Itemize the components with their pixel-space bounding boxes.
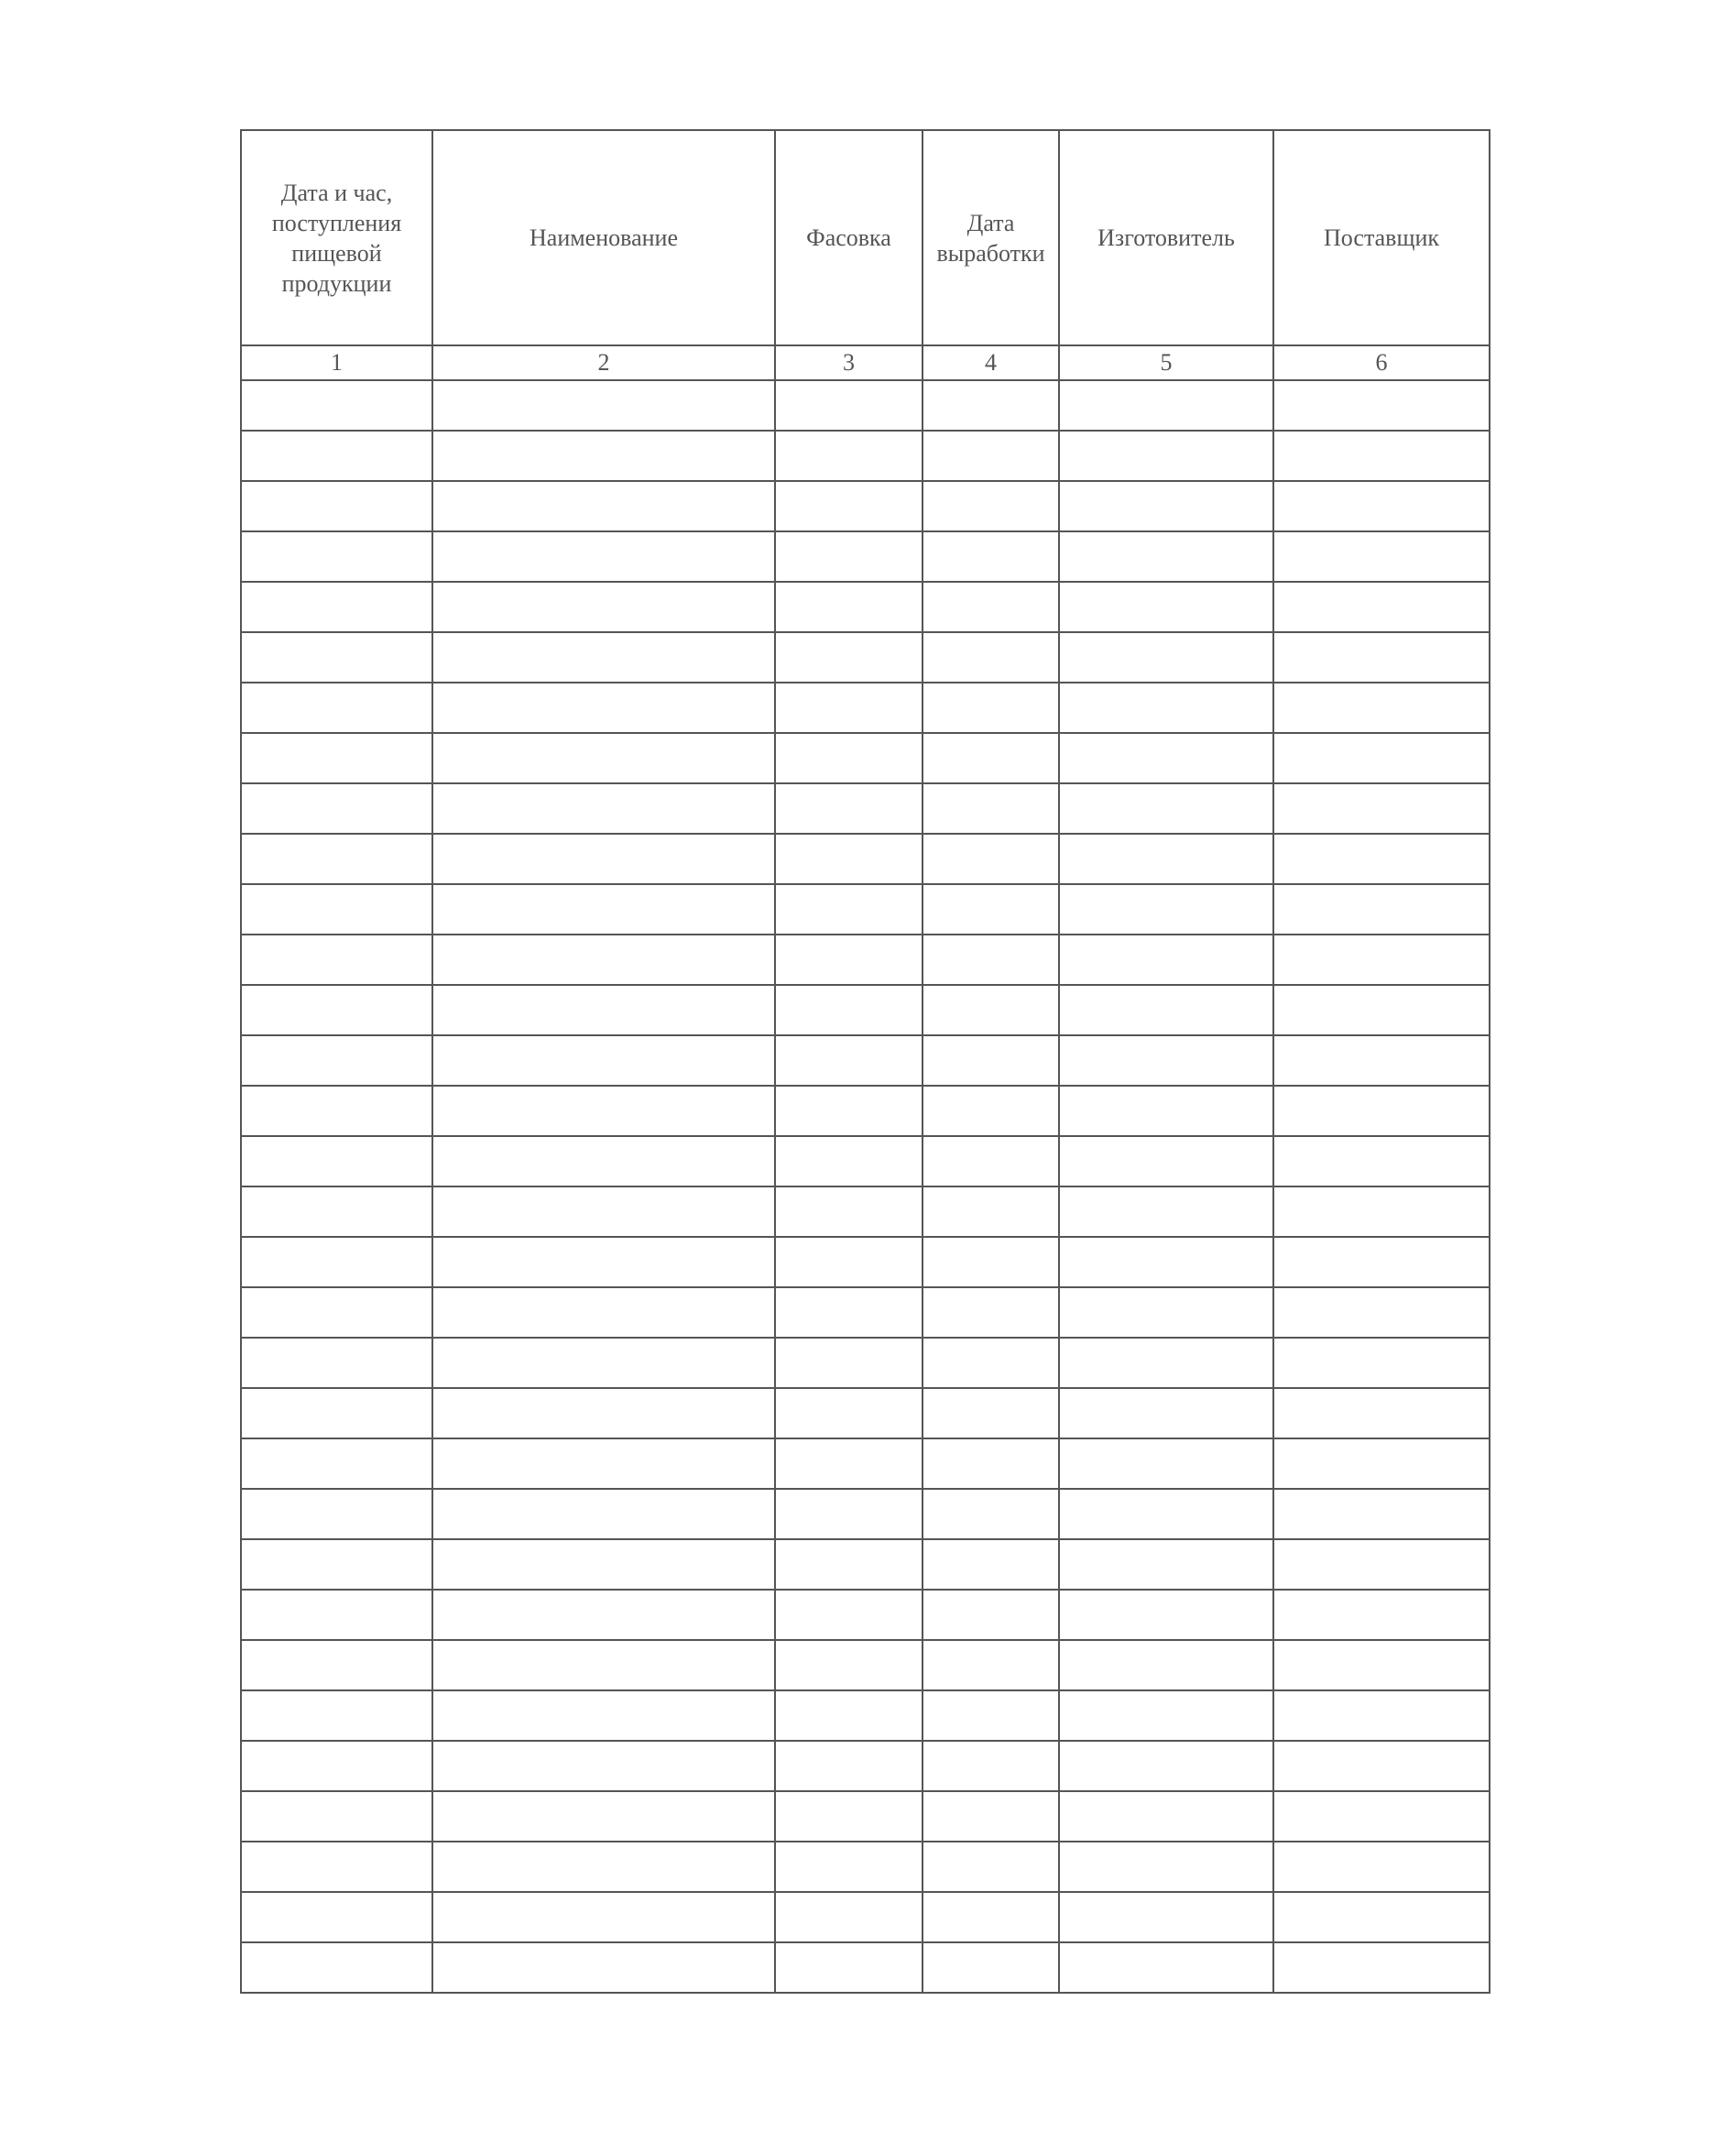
entry-cell [775, 1086, 923, 1136]
entry-row [241, 582, 1490, 632]
entry-cell [432, 884, 775, 935]
entry-row [241, 1640, 1490, 1690]
header-row [241, 130, 1490, 345]
entry-cell [775, 985, 923, 1035]
entry-cell [1273, 481, 1490, 531]
entry-row [241, 935, 1490, 985]
header-label: Фасовка [806, 224, 891, 251]
entry-cell [241, 1237, 432, 1287]
entry-cell [1273, 1086, 1490, 1136]
column-number: 4 [923, 345, 1059, 380]
entry-cell [241, 1438, 432, 1489]
entry-cell [923, 582, 1059, 632]
entry-cell [241, 985, 432, 1035]
column-number: 2 [432, 345, 775, 380]
entry-cell [923, 1741, 1059, 1791]
entry-cell [1059, 481, 1273, 531]
entry-cell [432, 531, 775, 582]
entry-cell [1273, 1237, 1490, 1287]
entry-cell [241, 1338, 432, 1388]
entry-cell [923, 531, 1059, 582]
entry-cell [432, 985, 775, 1035]
entry-cell [923, 1791, 1059, 1842]
entry-cell [923, 1186, 1059, 1237]
entry-cell [241, 733, 432, 783]
entry-row [241, 531, 1490, 582]
entry-cell [241, 380, 432, 431]
entry-cell [241, 683, 432, 733]
entry-cell [432, 1640, 775, 1690]
entry-cell [1059, 1086, 1273, 1136]
entry-cell [1273, 1640, 1490, 1690]
entry-row [241, 683, 1490, 733]
entry-cell [1059, 1842, 1273, 1892]
entry-cell [1059, 783, 1273, 834]
entry-cell [923, 1136, 1059, 1186]
entry-cell [1059, 1892, 1273, 1942]
entry-cell [923, 935, 1059, 985]
entry-cell [923, 1086, 1059, 1136]
entry-cell [775, 1892, 923, 1942]
entry-cell [1273, 1388, 1490, 1438]
entry-cell [775, 1942, 923, 1993]
entry-cell [1273, 431, 1490, 481]
entry-cell [775, 733, 923, 783]
entry-cell [775, 783, 923, 834]
header-product-name [432, 130, 775, 345]
entry-cell [923, 985, 1059, 1035]
entry-cell [923, 884, 1059, 935]
header-label: Изготовитель [1097, 224, 1235, 251]
entry-cell [775, 1388, 923, 1438]
entry-cell [1059, 1791, 1273, 1842]
entry-cell [1059, 1741, 1273, 1791]
entry-cell [1273, 1942, 1490, 1993]
header-packaging [775, 130, 923, 345]
entry-cell [923, 632, 1059, 683]
entry-cell [923, 1237, 1059, 1287]
entry-cell [923, 431, 1059, 481]
entry-cell [1059, 1438, 1273, 1489]
entry-cell [1059, 884, 1273, 935]
entry-cell [432, 783, 775, 834]
entry-row [241, 380, 1490, 431]
entry-cell [1273, 1489, 1490, 1539]
entry-cell [432, 1942, 775, 1993]
entry-cell [1059, 632, 1273, 683]
entry-cell [923, 1690, 1059, 1741]
receiving-log-table [240, 129, 1490, 1994]
entry-cell [923, 1892, 1059, 1942]
entry-cell [1059, 1489, 1273, 1539]
entry-cell [241, 481, 432, 531]
header-label: Наименование [530, 224, 678, 251]
entry-cell [241, 1136, 432, 1186]
entry-cell [1059, 1539, 1273, 1590]
entry-row [241, 1791, 1490, 1842]
entry-row [241, 1842, 1490, 1892]
entry-cell [775, 1035, 923, 1086]
entry-cell [775, 1489, 923, 1539]
entry-cell [775, 1690, 923, 1741]
column-number: 6 [1273, 345, 1490, 380]
entry-cell [432, 582, 775, 632]
header-supplier [1273, 130, 1490, 345]
entry-cell [432, 1690, 775, 1741]
entry-row [241, 733, 1490, 783]
entry-row [241, 1338, 1490, 1388]
entry-cell [775, 1287, 923, 1338]
entry-row [241, 1086, 1490, 1136]
entry-cell [775, 1791, 923, 1842]
entry-cell [1059, 1590, 1273, 1640]
entry-cell [241, 783, 432, 834]
entry-row [241, 1388, 1490, 1438]
entry-cell [923, 834, 1059, 884]
entry-cell [241, 1287, 432, 1338]
entry-cell [775, 481, 923, 531]
entry-cell [1273, 1892, 1490, 1942]
entry-cell [923, 1489, 1059, 1539]
entry-cell [1059, 683, 1273, 733]
entry-cell [432, 431, 775, 481]
entry-cell [432, 1791, 775, 1842]
entry-cell [1273, 1338, 1490, 1388]
entry-row [241, 1741, 1490, 1791]
entry-cell [241, 1086, 432, 1136]
entry-cell [1273, 582, 1490, 632]
entry-cell [1273, 1438, 1490, 1489]
entry-cell [241, 1842, 432, 1892]
entry-cell [923, 1539, 1059, 1590]
entry-row [241, 1287, 1490, 1338]
entry-cell [1059, 1237, 1273, 1287]
entry-cell [1059, 380, 1273, 431]
entry-cell [923, 1388, 1059, 1438]
entry-cell [432, 1590, 775, 1640]
entry-cell [1273, 1842, 1490, 1892]
entry-cell [241, 935, 432, 985]
header-manufacturer [1059, 130, 1273, 345]
entry-cell [923, 1338, 1059, 1388]
entry-row [241, 1590, 1490, 1640]
entry-cell [775, 1539, 923, 1590]
entry-cell [432, 1136, 775, 1186]
entry-cell [432, 1539, 775, 1590]
entry-cell [1059, 1035, 1273, 1086]
entry-cell [432, 380, 775, 431]
entry-cell [775, 1237, 923, 1287]
entry-cell [241, 1590, 432, 1640]
entry-cell [923, 1842, 1059, 1892]
entry-cell [1059, 582, 1273, 632]
entry-row [241, 1136, 1490, 1186]
entry-cell [432, 1438, 775, 1489]
entry-cell [1273, 683, 1490, 733]
entry-cell [432, 1489, 775, 1539]
entry-row [241, 481, 1490, 531]
entry-cell [775, 1338, 923, 1388]
entry-cell [1273, 531, 1490, 582]
header-label: Дата выработки [936, 209, 1045, 267]
entry-cell [775, 380, 923, 431]
entry-cell [1059, 1690, 1273, 1741]
entry-cell [775, 1438, 923, 1489]
entry-row [241, 1186, 1490, 1237]
entry-cell [241, 632, 432, 683]
entry-cell [923, 481, 1059, 531]
entry-cell [1059, 1640, 1273, 1690]
entry-cell [241, 1892, 432, 1942]
entry-row [241, 783, 1490, 834]
entry-cell [241, 1741, 432, 1791]
entry-cell [1273, 834, 1490, 884]
entry-cell [923, 683, 1059, 733]
entry-cell [1273, 632, 1490, 683]
entry-cell [775, 431, 923, 481]
column-number: 1 [241, 345, 432, 380]
entry-cell [775, 1136, 923, 1186]
entry-cell [432, 1741, 775, 1791]
entry-cell [241, 1942, 432, 1993]
entry-cell [432, 1035, 775, 1086]
entry-cell [1273, 783, 1490, 834]
entry-cell [775, 531, 923, 582]
entry-cell [241, 1640, 432, 1690]
entry-cell [775, 1741, 923, 1791]
column-number: 3 [775, 345, 923, 380]
column-number-row [241, 345, 1490, 380]
entry-row [241, 431, 1490, 481]
entry-cell [1273, 1539, 1490, 1590]
entry-cell [241, 1186, 432, 1237]
entry-row [241, 985, 1490, 1035]
entry-cell [432, 834, 775, 884]
entry-cell [241, 1690, 432, 1741]
entry-cell [1059, 985, 1273, 1035]
entry-cell [1059, 1942, 1273, 1993]
entry-cell [1273, 985, 1490, 1035]
entry-cell [923, 1942, 1059, 1993]
entry-cell [432, 632, 775, 683]
entry-cell [775, 935, 923, 985]
entry-row [241, 834, 1490, 884]
entry-cell [1273, 380, 1490, 431]
header-arrival-datetime [241, 130, 432, 345]
entry-cell [1273, 935, 1490, 985]
entry-cell [923, 1287, 1059, 1338]
entry-cell [241, 1035, 432, 1086]
entry-cell [432, 683, 775, 733]
entry-cell [1273, 1791, 1490, 1842]
entry-cell [775, 632, 923, 683]
entry-cell [241, 1539, 432, 1590]
entry-cell [1273, 1590, 1490, 1640]
entry-cell [923, 1035, 1059, 1086]
header-production-date [923, 130, 1059, 345]
entry-cell [432, 1842, 775, 1892]
entry-cell [432, 733, 775, 783]
entry-cell [1273, 884, 1490, 935]
entry-row [241, 1489, 1490, 1539]
entry-cell [1273, 1690, 1490, 1741]
entry-cell [923, 380, 1059, 431]
entry-cell [241, 1791, 432, 1842]
entry-row [241, 1690, 1490, 1741]
entry-row [241, 1539, 1490, 1590]
entry-cell [1273, 1136, 1490, 1186]
entry-cell [241, 531, 432, 582]
entry-cell [241, 582, 432, 632]
entry-cell [1273, 733, 1490, 783]
entry-cell [1059, 1338, 1273, 1388]
entry-cell [432, 1086, 775, 1136]
entry-cell [432, 1388, 775, 1438]
entry-cell [1059, 1287, 1273, 1338]
entry-cell [1059, 431, 1273, 481]
entry-cell [775, 884, 923, 935]
entry-cell [1273, 1035, 1490, 1086]
entry-cell [241, 1489, 432, 1539]
entry-cell [432, 1892, 775, 1942]
entry-cell [1273, 1287, 1490, 1338]
entry-cell [775, 834, 923, 884]
entry-cell [1059, 733, 1273, 783]
entry-cell [1059, 531, 1273, 582]
entry-cell [923, 1590, 1059, 1640]
header-label: Дата и час, поступления пищевой продукции [271, 179, 402, 297]
entry-cell [923, 1640, 1059, 1690]
entry-row [241, 1892, 1490, 1942]
entry-cell [241, 884, 432, 935]
entry-cell [923, 783, 1059, 834]
entry-cell [775, 1590, 923, 1640]
entry-cell [923, 1438, 1059, 1489]
entry-cell [1059, 834, 1273, 884]
entry-row [241, 1035, 1490, 1086]
entry-cell [775, 1842, 923, 1892]
entry-cell [1273, 1741, 1490, 1791]
entry-cell [1059, 1186, 1273, 1237]
entry-cell [432, 1287, 775, 1338]
entry-row [241, 1942, 1490, 1993]
entry-cell [775, 683, 923, 733]
entry-cell [432, 1237, 775, 1287]
entry-cell [432, 481, 775, 531]
entry-cell [241, 431, 432, 481]
entry-cell [432, 1186, 775, 1237]
entry-row [241, 632, 1490, 683]
column-number: 5 [1059, 345, 1273, 380]
entry-cell [1273, 1186, 1490, 1237]
entry-cell [241, 1388, 432, 1438]
entry-cell [432, 935, 775, 985]
entry-row [241, 1237, 1490, 1287]
entry-cell [1059, 1136, 1273, 1186]
header-label: Поставщик [1323, 224, 1440, 251]
entry-cell [1059, 935, 1273, 985]
entry-cell [775, 582, 923, 632]
entry-cell [775, 1640, 923, 1690]
entry-row [241, 1438, 1490, 1489]
entry-cell [923, 733, 1059, 783]
entry-row [241, 884, 1490, 935]
entry-cell [432, 1338, 775, 1388]
entry-cell [775, 1186, 923, 1237]
entry-cell [1059, 1388, 1273, 1438]
entry-cell [241, 834, 432, 884]
